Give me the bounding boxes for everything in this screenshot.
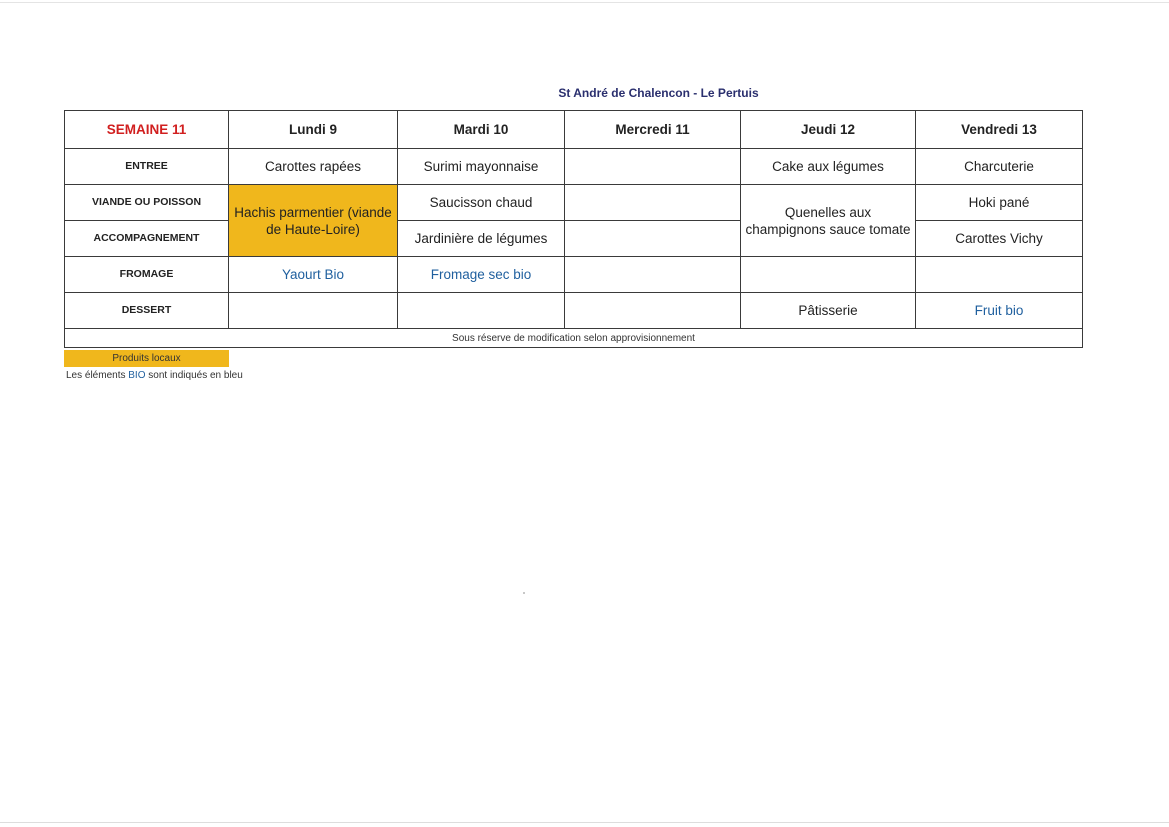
day-header-lundi: Lundi 9 xyxy=(229,111,398,149)
table-row-accompagnement xyxy=(65,221,1083,257)
cell-accompagnement-vendredi: Carottes Vichy xyxy=(916,221,1083,257)
weekly-menu-table xyxy=(64,110,1083,348)
cell-accompagnement-mardi: Jardinière de légumes xyxy=(398,221,565,257)
cell-viande-jeudi: Quenelles aux champignons sauce tomate xyxy=(741,185,916,257)
cell-fromage-mercredi xyxy=(565,257,741,293)
cell-dessert-vendredi: Fruit bio xyxy=(916,293,1083,329)
cell-accompagnement-mercredi xyxy=(565,221,741,257)
day-header-vendredi: Vendredi 13 xyxy=(916,111,1083,149)
header-row xyxy=(65,111,1083,149)
cell-entree-lundi: Carottes rapées xyxy=(229,149,398,185)
cell-dessert-mercredi xyxy=(565,293,741,329)
location-title: St André de Chalencon - Le Pertuis xyxy=(558,86,759,100)
cell-entree-mardi: Surimi mayonnaise xyxy=(398,149,565,185)
table-row-entree xyxy=(65,149,1083,185)
legend-bio-note xyxy=(66,370,243,381)
cell-entree-mercredi xyxy=(565,149,741,185)
day-header-mardi: Mardi 10 xyxy=(398,111,565,149)
cell-entree-vendredi: Charcuterie xyxy=(916,149,1083,185)
supply-note: Sous réserve de modification selon approvisionnement xyxy=(65,329,1083,348)
week-label: SEMAINE 11 xyxy=(65,111,229,149)
cell-viande-mardi: Saucisson chaud xyxy=(398,185,565,221)
cell-dessert-jeudi: Pâtisserie xyxy=(741,293,916,329)
note-row xyxy=(65,329,1083,348)
row-label-fromage: FROMAGE xyxy=(65,257,229,293)
day-header-jeudi: Jeudi 12 xyxy=(741,111,916,149)
cell-fromage-mardi: Fromage sec bio xyxy=(398,257,565,293)
table-row-fromage xyxy=(65,257,1083,293)
page-edge-top xyxy=(0,2,1169,3)
legend-bio-prefix: Les éléments xyxy=(66,370,129,381)
scan-speck xyxy=(523,592,525,594)
row-label-accompagnement: ACCOMPAGNEMENT xyxy=(65,221,229,257)
row-label-viande: VIANDE OU POISSON xyxy=(65,185,229,221)
table-row-viande xyxy=(65,185,1083,221)
legend-bio-suffix: sont indiqués en bleu xyxy=(145,370,243,381)
row-label-dessert: DESSERT xyxy=(65,293,229,329)
legend-local-products: Produits locaux xyxy=(64,350,229,367)
cell-fromage-jeudi xyxy=(741,257,916,293)
cell-dessert-lundi xyxy=(229,293,398,329)
page-edge-bottom xyxy=(0,822,1169,823)
cell-viande-mercredi xyxy=(565,185,741,221)
cell-fromage-vendredi xyxy=(916,257,1083,293)
row-label-entree: ENTREE xyxy=(65,149,229,185)
cell-fromage-lundi: Yaourt Bio xyxy=(229,257,398,293)
cell-entree-jeudi: Cake aux légumes xyxy=(741,149,916,185)
cell-dessert-mardi xyxy=(398,293,565,329)
cell-viande-lundi: Hachis parmentier (viande de Haute-Loire) xyxy=(229,185,398,257)
day-header-mercredi: Mercredi 11 xyxy=(565,111,741,149)
cell-viande-vendredi: Hoki pané xyxy=(916,185,1083,221)
legend-bio-word: BIO xyxy=(128,370,146,381)
table-row-dessert xyxy=(65,293,1083,329)
